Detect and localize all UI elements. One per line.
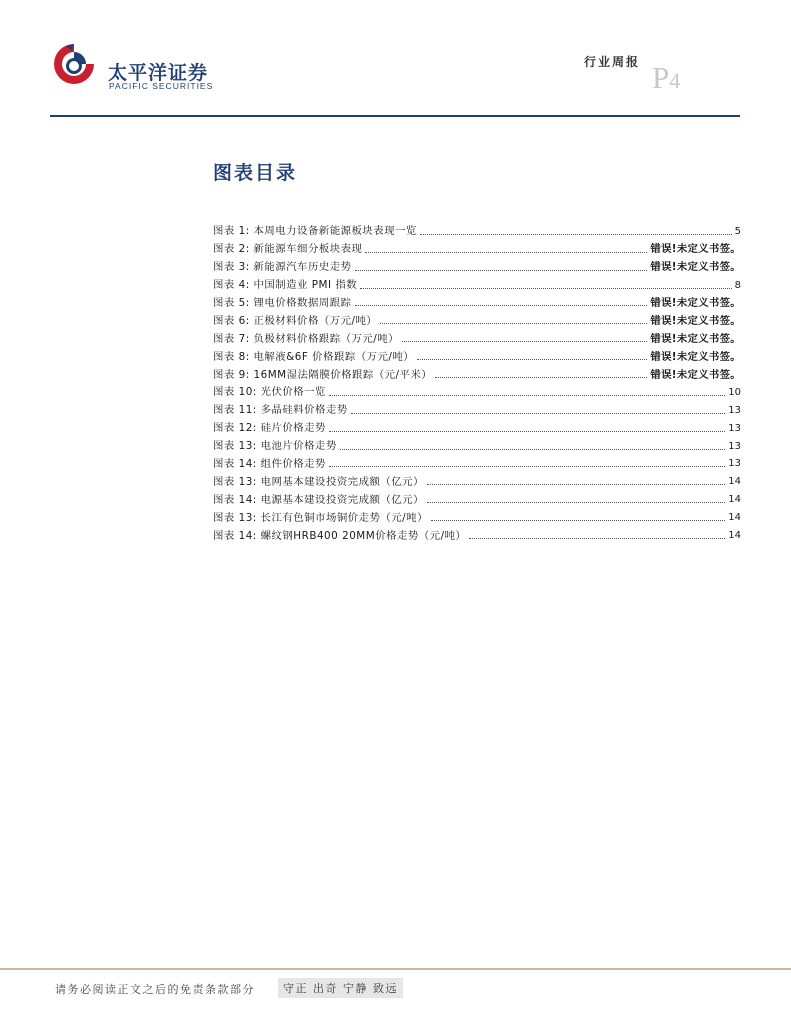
toc-item-page: 错误!未定义书签。: [650, 332, 741, 345]
page-number-letter: P: [652, 60, 670, 95]
toc-item-page: 错误!未定义书签。: [650, 243, 741, 256]
page-number-value: 4: [669, 68, 681, 93]
toc-item-page: 8: [734, 279, 741, 291]
toc-item-label: 图表 12: 硅片价格走势: [213, 422, 326, 435]
footer-motto: 守正 出奇 宁静 致远: [278, 978, 403, 998]
toc-item[interactable]: [213, 363, 741, 381]
toc-item-label: 图表 11: 多晶硅料价格走势: [213, 404, 348, 417]
toc-item-page: 13: [728, 440, 741, 452]
toc-item-page: 错误!未定义书签。: [650, 296, 741, 309]
toc-leader-dots: [469, 538, 725, 539]
toc-leader-dots: [435, 377, 647, 378]
toc-item-page: 14: [728, 512, 741, 524]
toc-item-label: 图表 13: 电池片价格走势: [213, 440, 337, 453]
toc-item-page: 10: [728, 386, 741, 398]
toc-item-label: 图表 2: 新能源车细分板块表现: [213, 243, 363, 256]
toc-item[interactable]: [213, 238, 741, 256]
toc-item[interactable]: [213, 345, 741, 363]
toc-leader-dots: [417, 359, 647, 360]
toc-leader-dots: [351, 413, 726, 414]
toc-leader-dots: [355, 270, 648, 271]
toc-leader-dots: [420, 234, 732, 235]
report-type: 行业周报: [584, 55, 641, 69]
toc-leader-dots: [329, 431, 725, 432]
toc-item[interactable]: [213, 381, 741, 399]
toc-item[interactable]: [213, 524, 741, 542]
toc-item-page: 5: [734, 225, 741, 237]
toc-item-label: 图表 14: 电源基本建设投资完成额（亿元）: [213, 493, 424, 506]
toc-title: 图表目录: [213, 162, 298, 184]
toc-item[interactable]: [213, 435, 741, 453]
footer-disclaimer: 请务必阅读正文之后的免责条款部分: [55, 983, 255, 996]
toc-item[interactable]: [213, 453, 741, 471]
toc-leader-dots: [355, 305, 648, 306]
brand-name-en: PACIFIC SECURITIES: [109, 81, 214, 91]
toc-leader-dots: [427, 484, 725, 485]
brand-name-cn: 太平洋证券: [108, 62, 209, 84]
toc-leader-dots: [427, 502, 725, 503]
toc-item-page: 错误!未定义书签。: [650, 314, 741, 327]
toc-item-label: 图表 14: 螺纹钢HRB400 20MM价格走势（元/吨）: [213, 529, 467, 542]
toc-leader-dots: [380, 323, 647, 324]
toc-leader-dots: [340, 449, 725, 450]
toc-item-page: 错误!未定义书签。: [650, 261, 741, 274]
toc-item-page: 错误!未定义书签。: [650, 350, 741, 363]
toc-list: [213, 220, 741, 542]
toc-item[interactable]: [213, 256, 741, 274]
toc-item[interactable]: [213, 220, 741, 238]
toc-leader-dots: [329, 395, 725, 396]
toc-item-label: 图表 1: 本周电力设备新能源板块表现一览: [213, 225, 417, 238]
toc-item-label: 图表 13: 长江有色铜市场铜价走势（元/吨）: [213, 511, 428, 524]
toc-leader-dots: [360, 288, 731, 289]
toc-item-label: 图表 8: 电解液&6F 价格跟踪（万元/吨）: [213, 350, 415, 363]
toc-item[interactable]: [213, 417, 741, 435]
toc-item-page: 错误!未定义书签。: [650, 368, 741, 381]
toc-item-page: 14: [728, 476, 741, 488]
pacific-securities-logo-icon: [52, 42, 96, 86]
toc-item-page: 14: [728, 530, 741, 542]
toc-item-label: 图表 13: 电网基本建设投资完成额（亿元）: [213, 475, 424, 488]
toc-item[interactable]: [213, 399, 741, 417]
toc-item[interactable]: [213, 292, 741, 310]
toc-item-label: 图表 6: 正极材料价格（万元/吨）: [213, 314, 378, 327]
toc-item-label: 图表 9: 16MM湿法隔膜价格跟踪（元/平米）: [213, 368, 433, 381]
toc-leader-dots: [402, 341, 647, 342]
toc-leader-dots: [329, 466, 725, 467]
toc-item-label: 图表 5: 锂电价格数据周跟踪: [213, 296, 352, 309]
toc-item-page: 14: [728, 494, 741, 506]
toc-item[interactable]: [213, 327, 741, 345]
toc-item-page: 13: [728, 458, 741, 470]
toc-item[interactable]: [213, 309, 741, 327]
toc-leader-dots: [365, 252, 647, 253]
toc-item-page: 13: [728, 404, 741, 416]
header-divider: [50, 115, 740, 117]
toc-leader-dots: [431, 520, 725, 521]
footer-divider: [0, 968, 791, 970]
toc-item[interactable]: [213, 488, 741, 506]
toc-item[interactable]: [213, 470, 741, 488]
toc-item-label: 图表 10: 光伏价格一览: [213, 386, 326, 399]
toc-item[interactable]: [213, 506, 741, 524]
toc-item-label: 图表 4: 中国制造业 PMI 指数: [213, 279, 358, 292]
toc-item-label: 图表 14: 组件价格走势: [213, 457, 326, 470]
page-number: [652, 62, 680, 93]
toc-item-label: 图表 3: 新能源汽车历史走势: [213, 261, 352, 274]
toc-item-label: 图表 7: 负极材料价格跟踪（万元/吨）: [213, 332, 400, 345]
toc-item[interactable]: [213, 274, 741, 292]
toc-item-page: 13: [728, 422, 741, 434]
